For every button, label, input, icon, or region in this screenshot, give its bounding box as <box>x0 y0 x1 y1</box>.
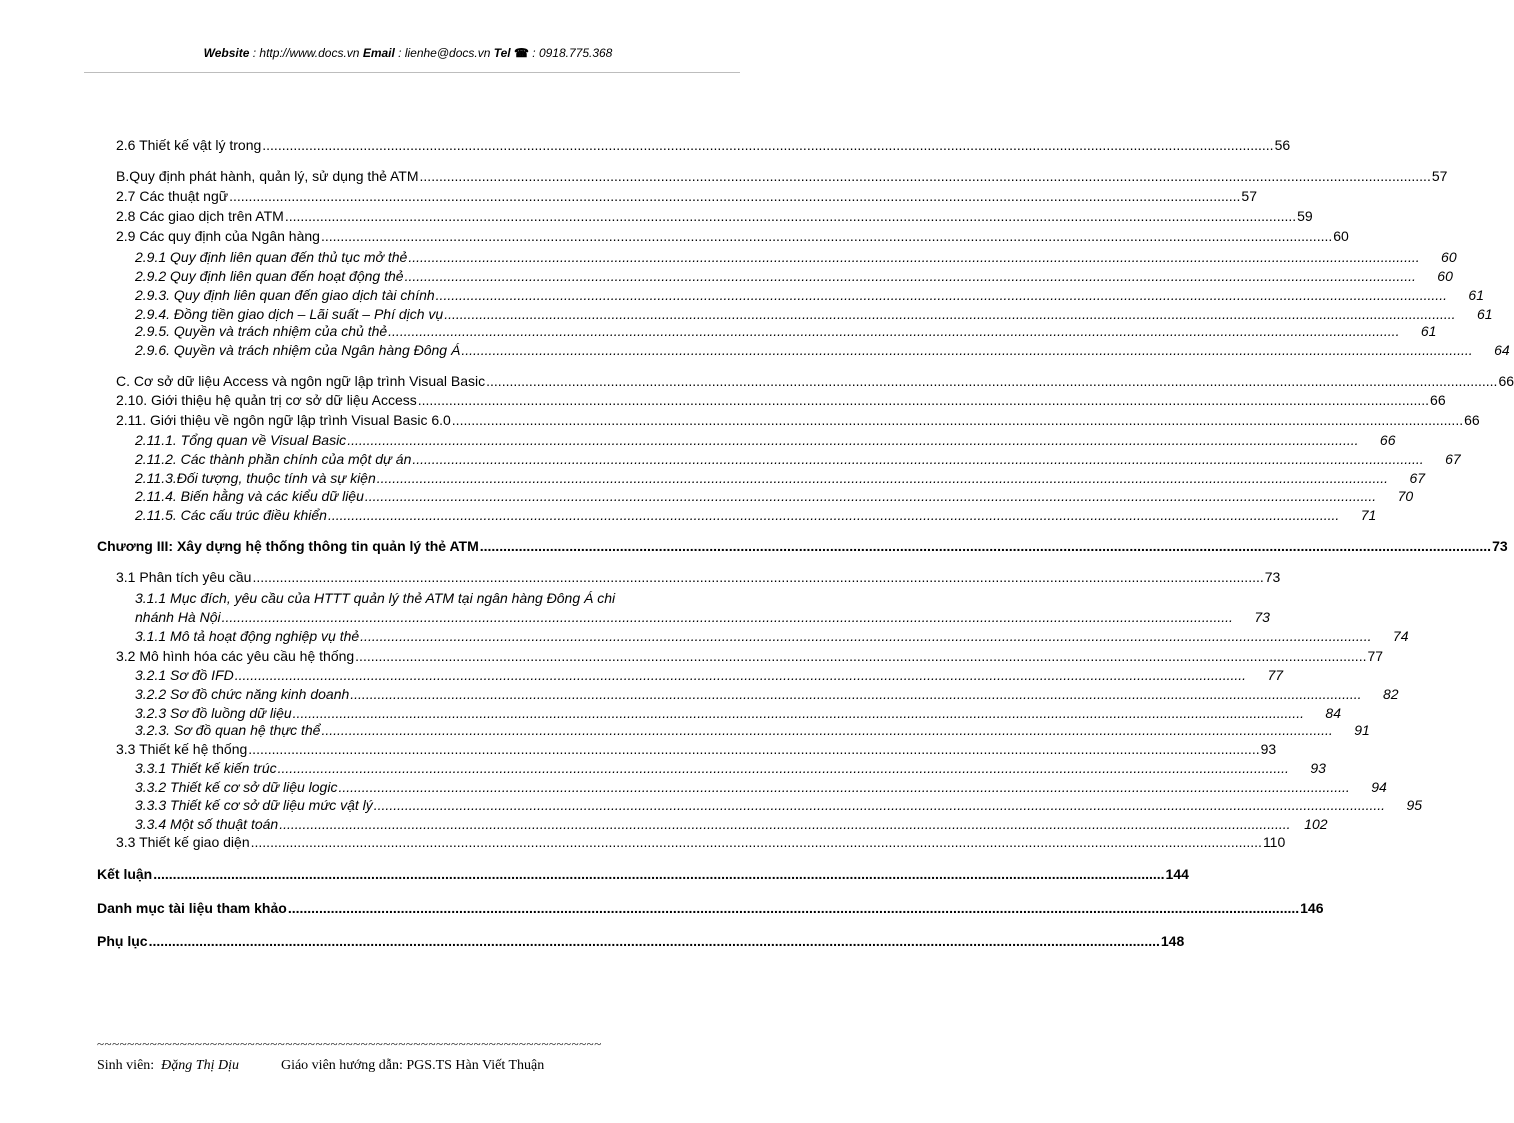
toc-entry-title: 3.3.1 Thiết kế kiến trúc <box>135 760 277 776</box>
tel-value: : 0918.775.368 <box>528 46 613 60</box>
toc-leader-dots: .................................................................................................................................................................................................................................................................... <box>417 392 1430 408</box>
toc-entry[interactable] <box>135 628 1409 644</box>
toc-leader-dots: .................................................................................................................................................................................................................................................................... <box>360 628 1372 644</box>
toc-page-number: 57 <box>1241 188 1257 204</box>
toc-leader-dots: .................................................................................................................................................................................................................................................................... <box>355 648 1367 664</box>
email-label: Email <box>362 46 395 60</box>
toc-leader-dots: .................................................................................................................................................................................................................................................................... <box>444 306 1456 322</box>
toc-leader-dots: .................................................................................................................................................................................................................................................................... <box>461 342 1473 358</box>
toc-entry[interactable] <box>135 268 1453 284</box>
toc-page-number: 146 <box>1300 900 1324 916</box>
toc-entry[interactable] <box>97 538 1508 554</box>
toc-entry-title: C. Cơ sở dữ liệu Access và ngôn ngữ lập trình Visual Basic <box>116 373 486 389</box>
toc-page-number: 73 <box>1254 609 1270 625</box>
toc-leader-dots: .................................................................................................................................................................................................................................................................... <box>347 432 1359 448</box>
toc-leader-dots: .................................................................................................................................................................................................................................................................... <box>287 900 1300 916</box>
toc-entry-title: 2.9.2 Quy định liên quan đến hoạt động thẻ <box>135 268 404 284</box>
toc-entry[interactable] <box>135 609 1270 625</box>
toc-entry[interactable] <box>116 208 1313 224</box>
toc-entry-title: 2.10. Giới thiệu hệ quản trị cơ sở dữ liệu Access <box>116 392 417 408</box>
toc-page-number: 67 <box>1409 470 1426 486</box>
toc-entry-title: 3.2.3 Sơ đồ luồng dữ liệu <box>135 705 292 721</box>
toc-entry-title: 2.11.3.Đối tượng, thuộc tính và sự kiện <box>135 470 376 486</box>
toc-entry-title-line: 3.1.1 Mục đích, yêu cầu của HTTT quản lý thẻ ATM tại ngân hàng Đông Á chi <box>135 590 616 606</box>
toc-entry-title: 2.7 Các thuật ngữ <box>116 188 229 204</box>
toc-page-number: 66 <box>1498 373 1514 389</box>
phone-icon: ☎ <box>513 46 529 60</box>
toc-leader-dots: .................................................................................................................................................................................................................................................................... <box>250 834 1262 850</box>
toc-leader-dots: .................................................................................................................................................................................................................................................................... <box>419 168 1431 184</box>
toc-leader-dots: .................................................................................................................................................................................................................................................................... <box>338 779 1350 795</box>
toc-entry-title: 3.2.2 Sơ đồ chức năng kinh doanh <box>135 686 350 702</box>
footer-tilde-line: ~~~~~~~~~~~~~~~~~~~~~~~~~~~~~~~~~~~~~~~~~~~~~~~~~~~~~~~~~~~~~~~~~~~ <box>97 1036 602 1051</box>
toc-entry[interactable] <box>116 137 1291 153</box>
toc-page-number: 84 <box>1325 705 1341 721</box>
toc-leader-dots: .................................................................................................................................................................................................................................................................... <box>412 451 1424 467</box>
toc-entry-title: 3.1 Phân tích yêu cầu <box>116 569 252 585</box>
toc-entry-title: 2.9.1 Quy định liên quan đến thủ tục mở thẻ <box>135 249 408 265</box>
toc-entry[interactable] <box>97 866 1189 882</box>
toc-entry[interactable] <box>116 392 1446 408</box>
toc-page-number: 66 <box>1430 392 1446 408</box>
toc-entry[interactable] <box>135 797 1423 813</box>
toc-page-number: 110 <box>1262 834 1286 850</box>
toc-page-number: 82 <box>1383 686 1399 702</box>
toc-leader-dots: .................................................................................................................................................................................................................................................................... <box>404 268 1416 284</box>
toc-entry[interactable] <box>116 648 1384 664</box>
toc-leader-dots: .................................................................................................................................................................................................................................................................... <box>388 323 1400 339</box>
toc-entry[interactable] <box>135 249 1457 265</box>
toc-page-number: 66 <box>1464 412 1480 428</box>
toc-page-number: 57 <box>1431 168 1448 184</box>
toc-leader-dots: .................................................................................................................................................................................................................................................................... <box>292 705 1304 721</box>
tel-label: Tel <box>493 46 511 60</box>
toc-entry[interactable] <box>135 722 1370 738</box>
toc-entry[interactable] <box>135 470 1426 486</box>
toc-entry[interactable] <box>116 373 1514 389</box>
toc-entry[interactable] <box>135 667 1284 683</box>
email-value: : lienhe@docs.vn <box>394 46 494 60</box>
toc-page-number: 102 <box>1304 816 1328 832</box>
header-divider <box>84 72 740 73</box>
toc-leader-dots: .................................................................................................................................................................................................................................................................... <box>248 741 1260 757</box>
toc-entry[interactable] <box>116 168 1448 184</box>
toc-entry[interactable] <box>97 933 1185 949</box>
toc-leader-dots: .................................................................................................................................................................................................................................................................... <box>408 249 1420 265</box>
toc-entry[interactable] <box>135 287 1484 303</box>
toc-leader-dots: .................................................................................................................................................................................................................................................................... <box>486 373 1498 389</box>
advisor-label: Giáo viên hướng dẫn: <box>280 1058 403 1073</box>
toc-page-number: 77 <box>1367 648 1384 664</box>
page-footer <box>97 1058 544 1074</box>
toc-page-number: 71 <box>1360 507 1377 523</box>
toc-page-number: 93 <box>1310 760 1326 776</box>
toc-page-number: 94 <box>1371 779 1387 795</box>
toc-entry-title: Kết luận <box>97 866 153 882</box>
toc-entry-title: 3.3 Thiết kế hệ thống <box>116 741 248 757</box>
toc-entry-title: 2.9.3. Quy định liên quan đến giao dịch tài chính <box>135 287 435 303</box>
toc-entry-title: 2.8 Các giao dịch trên ATM <box>116 208 284 224</box>
toc-entry[interactable] <box>135 816 1328 832</box>
toc-page-number: 73 <box>1492 538 1508 554</box>
toc-page-number: 91 <box>1354 722 1370 738</box>
toc-entry[interactable] <box>116 569 1281 585</box>
toc-entry-title: B.Quy định phát hành, quản lý, sử dụng thẻ ATM <box>116 168 419 184</box>
website-label: Website <box>203 46 250 60</box>
toc-page-number: 77 <box>1267 667 1284 683</box>
toc-page-number: 70 <box>1397 488 1414 504</box>
toc-page-number: 64 <box>1494 342 1510 358</box>
advisor-name: PGS.TS Hàn Viết Thuận <box>406 1058 545 1073</box>
toc-page-number: 93 <box>1260 741 1277 757</box>
toc-page-number: 60 <box>1437 268 1453 284</box>
toc-entry-title: 3.3 Thiết kế giao diện <box>116 834 250 850</box>
toc-page-number: 60 <box>1441 249 1457 265</box>
toc-entry[interactable] <box>135 342 1510 358</box>
toc-leader-dots: .................................................................................................................................................................................................................................................................... <box>373 797 1386 813</box>
toc-entry-title: 2.9.6. Quyền và trách nhiệm của Ngân hàng Đông Á <box>135 342 461 358</box>
toc-page-number: 148 <box>1160 933 1185 949</box>
toc-entry-title: 2.11. Giới thiệu về ngôn ngữ lập trình Visual Basic 6.0 <box>116 412 451 428</box>
toc-entry-title: 2.11.2. Các thành phần chính của một dự án <box>135 451 412 467</box>
toc-leader-dots: .................................................................................................................................................................................................................................................................... <box>451 412 1464 428</box>
toc-page-number: 67 <box>1445 451 1461 467</box>
toc-page-number: 59 <box>1297 208 1313 224</box>
toc-page-number: 73 <box>1264 569 1281 585</box>
toc-leader-dots: .................................................................................................................................................................................................................................................................... <box>321 722 1333 738</box>
toc-entry-title: 2.9.5. Quyền và trách nhiệm của chủ thẻ <box>135 323 388 339</box>
toc-entry-title: 3.3.4 Một số thuật toán <box>135 816 279 832</box>
toc-leader-dots: .................................................................................................................................................................................................................................................................... <box>252 569 1264 585</box>
toc-entry[interactable] <box>135 686 1399 702</box>
toc-entry-title: nhánh Hà Nội <box>135 609 221 625</box>
toc-entry[interactable] <box>135 760 1326 776</box>
toc-page-number: 60 <box>1333 228 1349 244</box>
toc-entry[interactable] <box>135 779 1387 795</box>
toc-entry[interactable] <box>135 306 1493 322</box>
toc-leader-dots: .................................................................................................................................................................................................................................................................... <box>148 933 1160 949</box>
student-name: Đặng Thị Dịu <box>161 1058 239 1073</box>
toc-entry[interactable] <box>135 507 1377 523</box>
toc-entry-title: 2.11.5. Các cấu trúc điều khiển <box>135 507 327 523</box>
toc-page-number: 144 <box>1165 866 1189 882</box>
toc-entry[interactable] <box>135 488 1414 504</box>
toc-entry-title: 2.9 Các quy định của Ngân hàng <box>116 228 320 244</box>
toc-entry-title: 3.3.2 Thiết kế cơ sở dữ liệu logic <box>135 779 338 795</box>
toc-entry[interactable] <box>135 451 1461 467</box>
toc-leader-dots: .................................................................................................................................................................................................................................................................... <box>279 816 1291 832</box>
toc-entry[interactable] <box>135 432 1396 448</box>
toc-entry[interactable] <box>116 741 1277 757</box>
toc-page-number: 61 <box>1476 306 1493 322</box>
toc-entry-title: Danh mục tài liệu tham khảo <box>97 900 287 916</box>
toc-leader-dots: .................................................................................................................................................................................................................................................................... <box>221 609 1233 625</box>
toc-leader-dots: .................................................................................................................................................................................................................................................................... <box>364 488 1377 504</box>
toc-leader-dots: .................................................................................................................................................................................................................................................................... <box>327 507 1340 523</box>
toc-entry-title: 2.9.4. Đồng tiền giao dịch – Lãi suất – Phí dịch vụ <box>135 306 444 322</box>
toc-leader-dots: .................................................................................................................................................................................................................................................................... <box>262 137 1274 153</box>
toc-entry-title: 3.2 Mô hình hóa các yêu cầu hệ thống <box>116 648 355 664</box>
toc-page-number: 66 <box>1379 432 1396 448</box>
toc-leader-dots: .................................................................................................................................................................................................................................................................... <box>229 188 1241 204</box>
toc-entry-title: Phụ lục <box>97 933 148 949</box>
toc-page-number: 56 <box>1274 137 1291 153</box>
toc-leader-dots: .................................................................................................................................................................................................................................................................... <box>350 686 1362 702</box>
toc-entry-title: 3.2.3. Sơ đồ quan hệ thực thể <box>135 722 321 738</box>
toc-page-number: 74 <box>1392 628 1409 644</box>
toc-entry[interactable] <box>116 228 1349 244</box>
toc-leader-dots: .................................................................................................................................................................................................................................................................... <box>153 866 1165 882</box>
toc-entry[interactable] <box>116 412 1480 428</box>
toc-leader-dots: .................................................................................................................................................................................................................................................................... <box>435 287 1447 303</box>
toc-entry[interactable] <box>97 900 1324 916</box>
toc-entry-title: 2.11.1. Tổng quan về Visual Basic <box>135 432 347 448</box>
toc-entry-title: 3.3.3 Thiết kế cơ sở dữ liệu mức vật lý <box>135 797 373 813</box>
toc-entry-title: Chương III: Xây dựng hệ thống thông tin quản lý thẻ ATM <box>97 538 479 554</box>
toc-page-number: 95 <box>1406 797 1423 813</box>
toc-leader-dots: .................................................................................................................................................................................................................................................................... <box>284 208 1297 224</box>
toc-entry[interactable] <box>116 834 1286 850</box>
toc-page-number: 61 <box>1420 323 1437 339</box>
toc-entry[interactable] <box>135 323 1437 339</box>
toc-entry-title: 3.1.1 Mô tả hoạt động nghiệp vụ thẻ <box>135 628 360 644</box>
toc-leader-dots: .................................................................................................................................................................................................................................................................... <box>234 667 1247 683</box>
toc-leader-dots: .................................................................................................................................................................................................................................................................... <box>277 760 1289 776</box>
toc-leader-dots: .................................................................................................................................................................................................................................................................... <box>320 228 1333 244</box>
toc-entry-title: 2.6 Thiết kế vật lý trong <box>116 137 262 153</box>
website-value: : http://www.docs.vn <box>249 46 363 60</box>
toc-leader-dots: .................................................................................................................................................................................................................................................................... <box>376 470 1389 486</box>
toc-page-number: 61 <box>1468 287 1484 303</box>
toc-entry-title: 3.2.1 Sơ đồ IFD <box>135 667 234 683</box>
toc-entry-title: 2.11.4. Biến hằng và các kiểu dữ liệu <box>135 488 364 504</box>
toc-leader-dots: .................................................................................................................................................................................................................................................................... <box>479 538 1492 554</box>
toc-entry[interactable] <box>116 188 1257 204</box>
student-label: Sinh viên: <box>97 1058 155 1073</box>
page-header <box>0 46 816 60</box>
toc-entry[interactable] <box>135 705 1341 721</box>
